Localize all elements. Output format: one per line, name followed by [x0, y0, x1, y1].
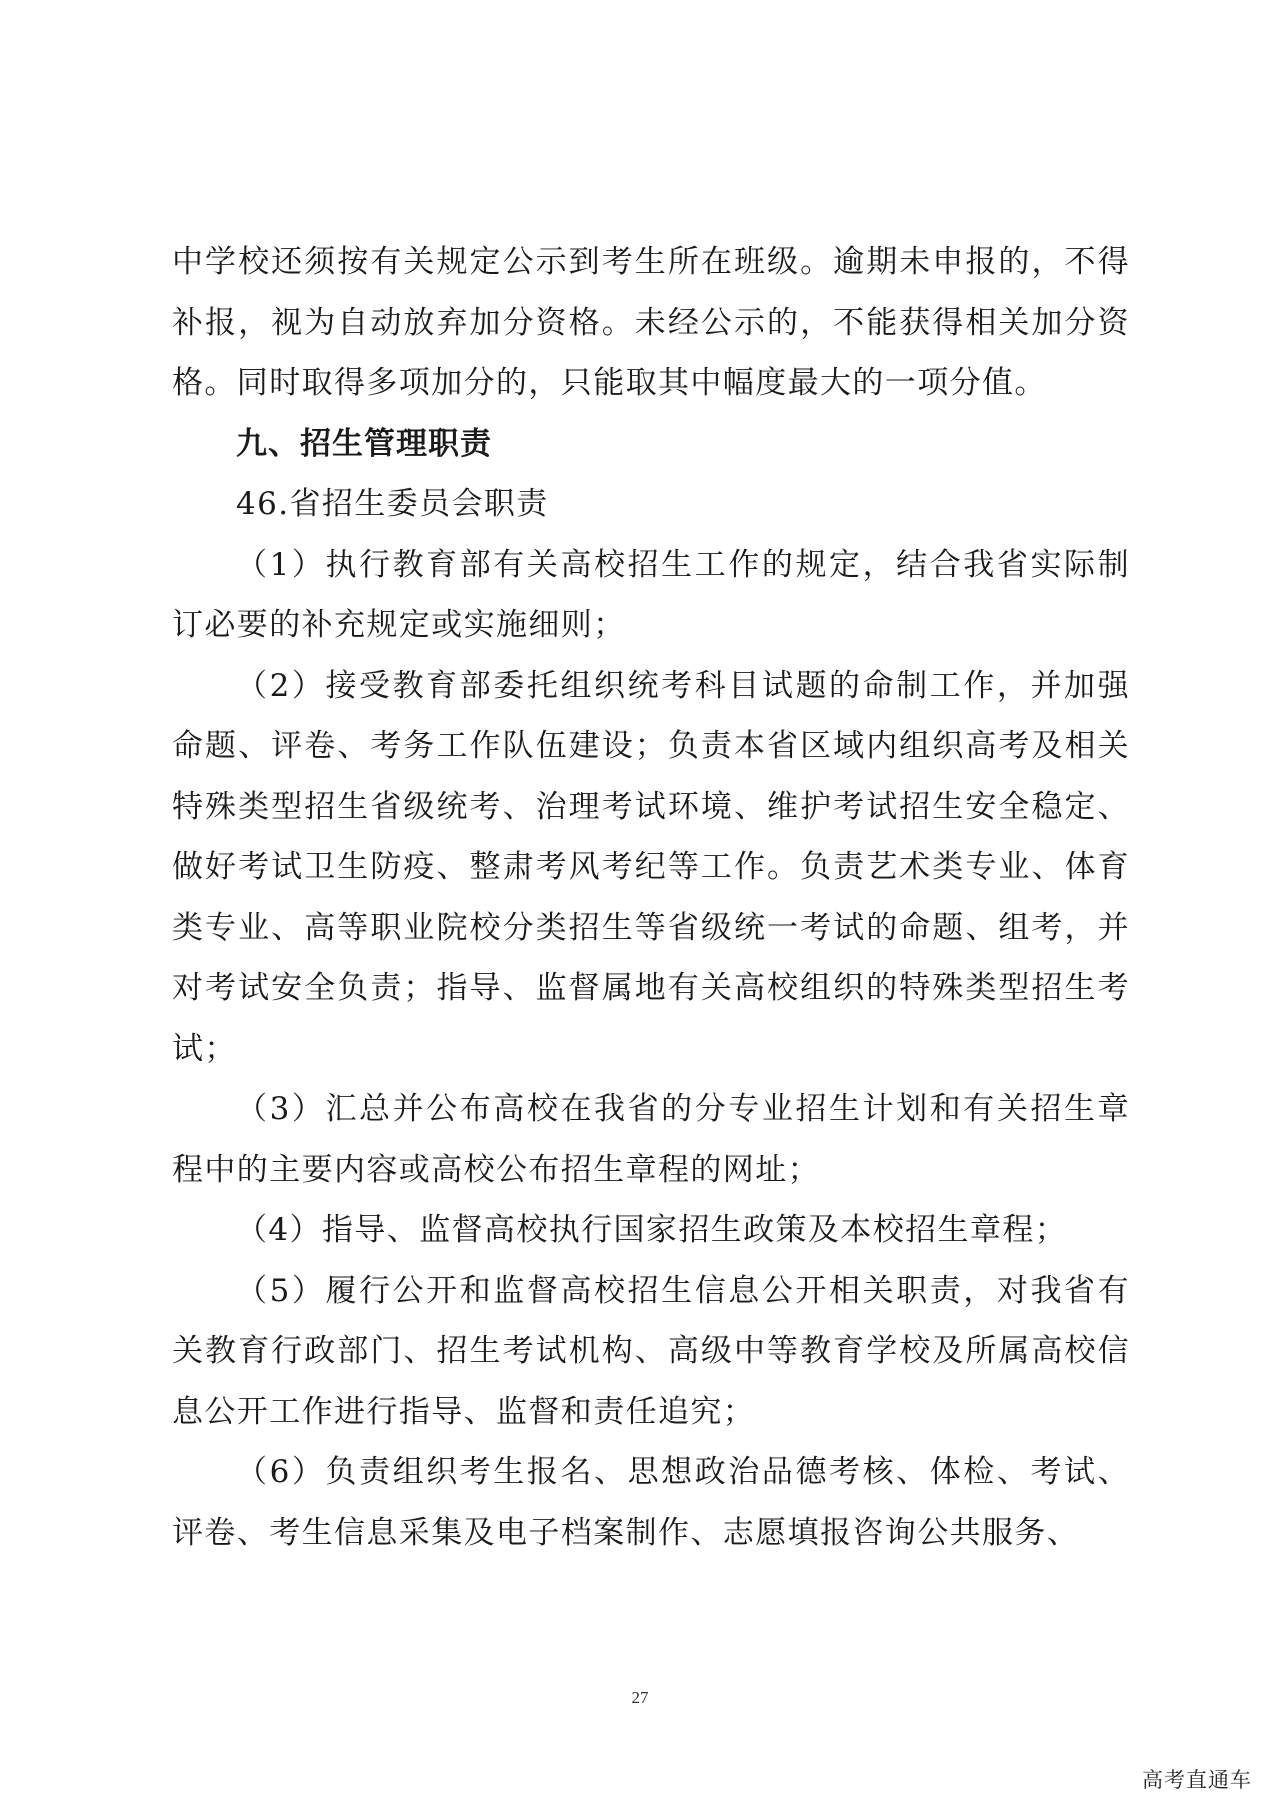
list-item: （5）履行公开和监督高校招生信息公开相关职责，对我省有关教育行政部门、招生考试机构、高级中等教育学校及所属高校信息公开工作进行指导、监督和责任追究； — [172, 1272, 1130, 1430]
page-number: 27 — [631, 1688, 649, 1707]
article-title: 46.省招生委员会职责 — [236, 486, 549, 522]
list-item: （6）负责组织考生报名、思想政治品德考核、体检、考试、评卷、考生信息采集及电子档案制作、志愿填报咨询公共服务、 — [172, 1454, 1130, 1551]
paragraph-continuation: 中学校还须按有关规定公示到考生所在班级。逾期未申报的，不得补报，视为自动放弃加分资格。未经公示的，不能获得相关加分资格。同时取得多项加分的，只能取其中幅度最大的一项分值。 — [172, 244, 1130, 401]
section-heading: 九、招生管理职责 — [236, 425, 492, 462]
list-item: （4）指导、监督高校执行国家招生政策及本校招生章程； — [236, 1212, 1068, 1248]
document-body — [172, 232, 1130, 1563]
list-item: （3）汇总并公布高校在我省的分专业招生计划和有关招生章程中的主要内容或高校公布招生章程的网址； — [172, 1091, 1130, 1188]
watermark-text: 高考直通车 — [1142, 1768, 1252, 1792]
list-item: （2）接受教育部委托组织统考科目试题的命制工作，并加强命题、评卷、考务工作队伍建设；负责本省区域内组织高考及相关特殊类型招生省级统考、治理考试环境、维护考试招生安全稳定、做好考试卫生防疫、整肃考风考纪等工作。负责艺术类专业、体育类专业、高等职业院校分类招生等省级统一考试的命题、组考，并对考试安全负责；指导、监督属地有关高校组织的特殊类型招生考试； — [172, 667, 1130, 1067]
list-item: （1）执行教育部有关高校招生工作的规定，结合我省实际制订必要的补充规定或实施细则； — [172, 546, 1130, 643]
